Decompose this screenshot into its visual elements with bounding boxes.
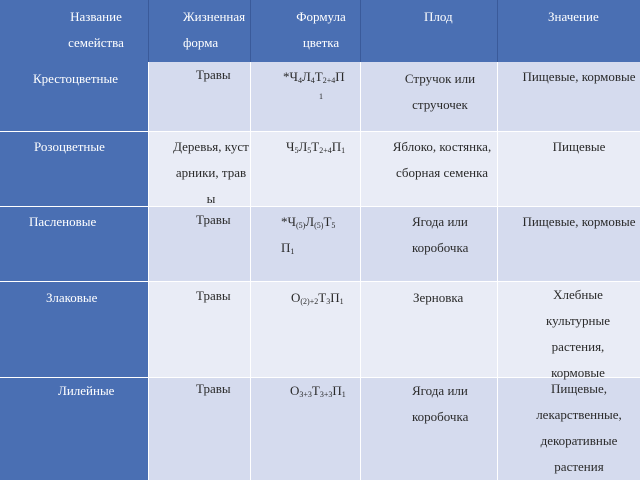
table-header [0, 0, 640, 62]
flower-formula: $О_{3+3}Т_{3+3}П_1$ [290, 383, 346, 399]
flower-formula: $Ч_5Л_5Т_{2+4}П_1$ [286, 139, 346, 155]
header-lifeform-label: Жизненная форма [183, 9, 246, 50]
flower-formula: $*Ч_4Л_4Т_{2+4}П$ 1 [283, 69, 345, 101]
value-text: Пищевые, лекарственные, декоративные растения [536, 381, 622, 474]
family-name: Крестоцветные [33, 71, 118, 86]
lifeform-text: Травы [196, 67, 231, 82]
header-formula-label: Формула цветка [296, 9, 346, 50]
header-family [48, 4, 144, 56]
value-text: Пищевые, кормовые [522, 214, 636, 229]
family-name: Злаковые [46, 290, 98, 305]
fruit-text: Ягода или коробочка [412, 383, 469, 424]
fruit-text: Стручок или стручочек [404, 71, 476, 112]
lifeform-text: Травы [196, 212, 231, 227]
header-value-label: Значение [548, 9, 599, 24]
fruit-text: Ягода или коробочка [412, 214, 469, 255]
header-fruit [424, 4, 484, 30]
family-name: Розоцветные [34, 139, 105, 154]
family-name: Пасленовые [29, 214, 97, 229]
value-text: Пищевые, кормовые [522, 69, 636, 84]
header-fruit-label: Плод [424, 9, 453, 24]
header-family-label: Название семейства [68, 9, 124, 50]
value-text: Хлебные культурные растения, кормовые [546, 287, 610, 380]
header-lifeform [183, 4, 249, 56]
flower-formula: $*Ч_{(5)}Л_{(5)}Т_5$ $П_1$ [281, 214, 336, 256]
flower-formula: $О_{(2)+2}Т_3П_1$ [291, 290, 344, 306]
lifeform-text: Деревья, кустарники, травы [173, 139, 249, 206]
header-value [548, 4, 638, 30]
fruit-text: Зерновка [413, 290, 464, 305]
fruit-text: Яблоко, костянка, сборная семенка [392, 139, 492, 180]
header-formula [283, 4, 359, 56]
family-name: Лилейные [58, 383, 115, 398]
lifeform-text: Травы [196, 288, 231, 303]
value-text: Пищевые [552, 139, 606, 154]
lifeform-text: Травы [196, 381, 231, 396]
